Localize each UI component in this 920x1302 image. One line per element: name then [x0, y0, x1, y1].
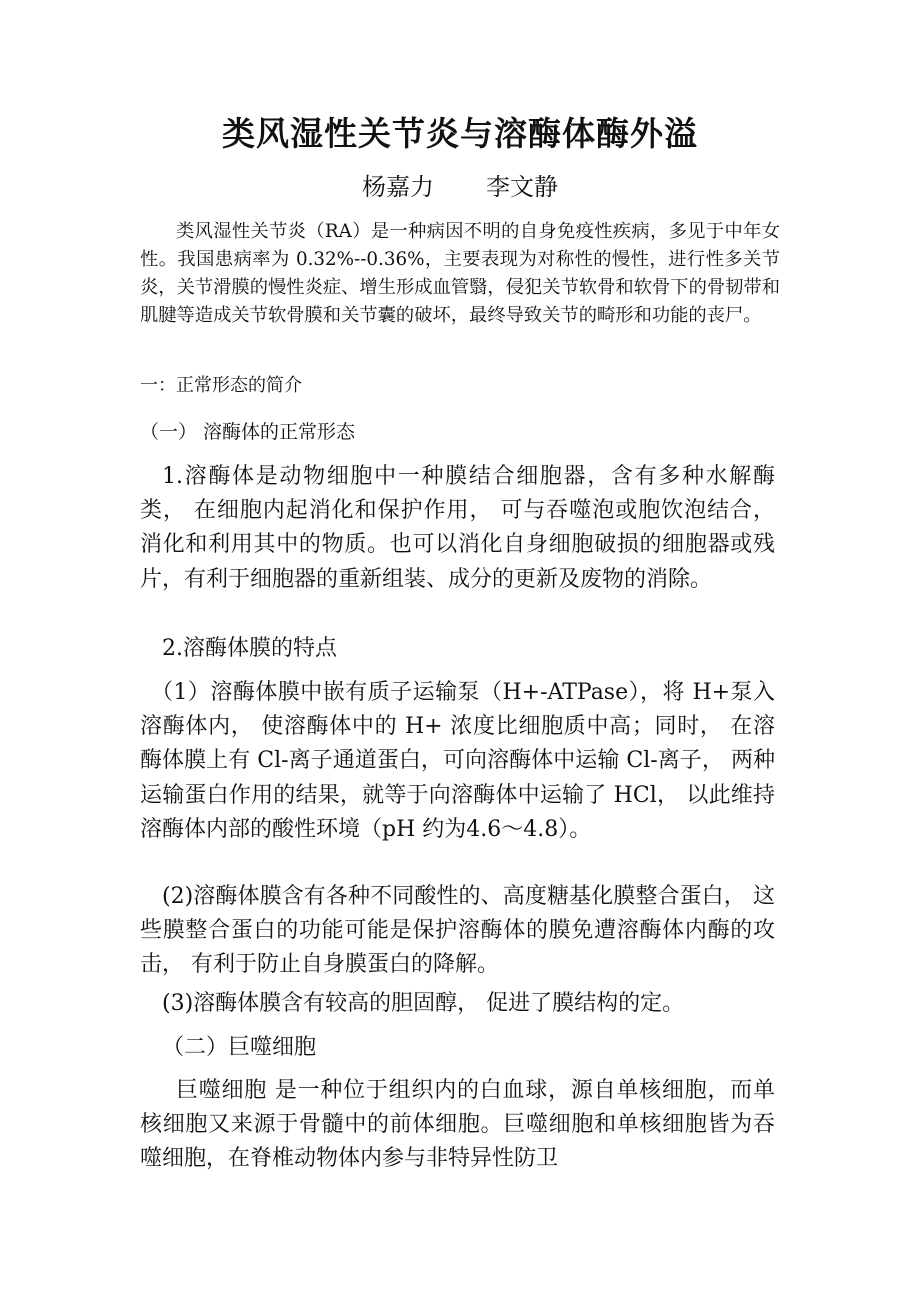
subsection-heading: （一） 溶酶体的正常形态	[140, 421, 356, 443]
body-paragraph: (2)溶酶体膜含有各种不同酸性的、高度糖基化膜整合蛋白， 这些膜整合蛋白的功能可能是保护溶酶体的膜免遭溶酶体内酶的攻击， 有利于防止自身膜蛋白的降解。	[140, 884, 775, 978]
body-paragraph: (3)溶酶体膜含有较高的胆固醇， 促进了膜结构的定。	[162, 991, 685, 1016]
document-title: 类风湿性关节炎与溶酶体酶外溢	[222, 114, 698, 153]
body-paragraph: 巨噬细胞 是一种位于组织内的白血球，源自单核细胞，而单核细胞又来源于骨髓中的前体细胞。巨噬细胞和单核细胞皆为吞噬细胞，在脊椎动物体内参与非特异性防卫	[140, 1078, 775, 1172]
body-paragraph: 1.溶酶体是动物细胞中一种膜结合细胞器，含有多种水解酶类， 在细胞内起消化和保护作用， 可与吞噬泡或胞饮泡结合， 消化和利用其中的物质。也可以消化自身细胞破损的细胞器或残片，有利于细胞器的重新组装、成分的更新及废物的消除。	[140, 464, 775, 592]
body-paragraph: （1）溶酶体膜中嵌有质子运输泵（H+-ATPase），将 H+泵入溶酶体内， 使溶酶体中的 H+ 浓度比细胞质中高；同时， 在溶酶体膜上有 Cl-离子通道蛋白，可向溶酶体中运输 Cl-离子， 两种运输蛋白作用的结果，就等于向溶酶体中运输了 HCl， 以此维持溶酶体内部的酸性环境（pH 约为4.6～4.8）。	[140, 680, 775, 842]
author-line	[0, 170, 920, 204]
section-heading: 一：正常形态的简介	[140, 375, 302, 396]
author-name: 杨嘉力	[362, 173, 434, 201]
body-paragraph: 2.溶酶体膜的特点	[162, 636, 337, 661]
abstract-paragraph: 类风湿性关节炎（RA）是一种病因不明的自身免疫性疾病，多见于中年女性。我国患病率为 0.32%--0.36%，主要表现为对称性的慢性，进行性多关节炎，关节滑膜的慢性炎症、增生形成血管翳，侵犯关节软骨和软骨下的骨韧带和肌腱等造成关节软骨膜和关节囊的破坏，最终导致关节的畸形和功能的丧尸。	[140, 221, 780, 326]
subsection-heading: （二）巨噬细胞	[162, 1035, 317, 1060]
author-name: 李文静	[486, 173, 558, 201]
